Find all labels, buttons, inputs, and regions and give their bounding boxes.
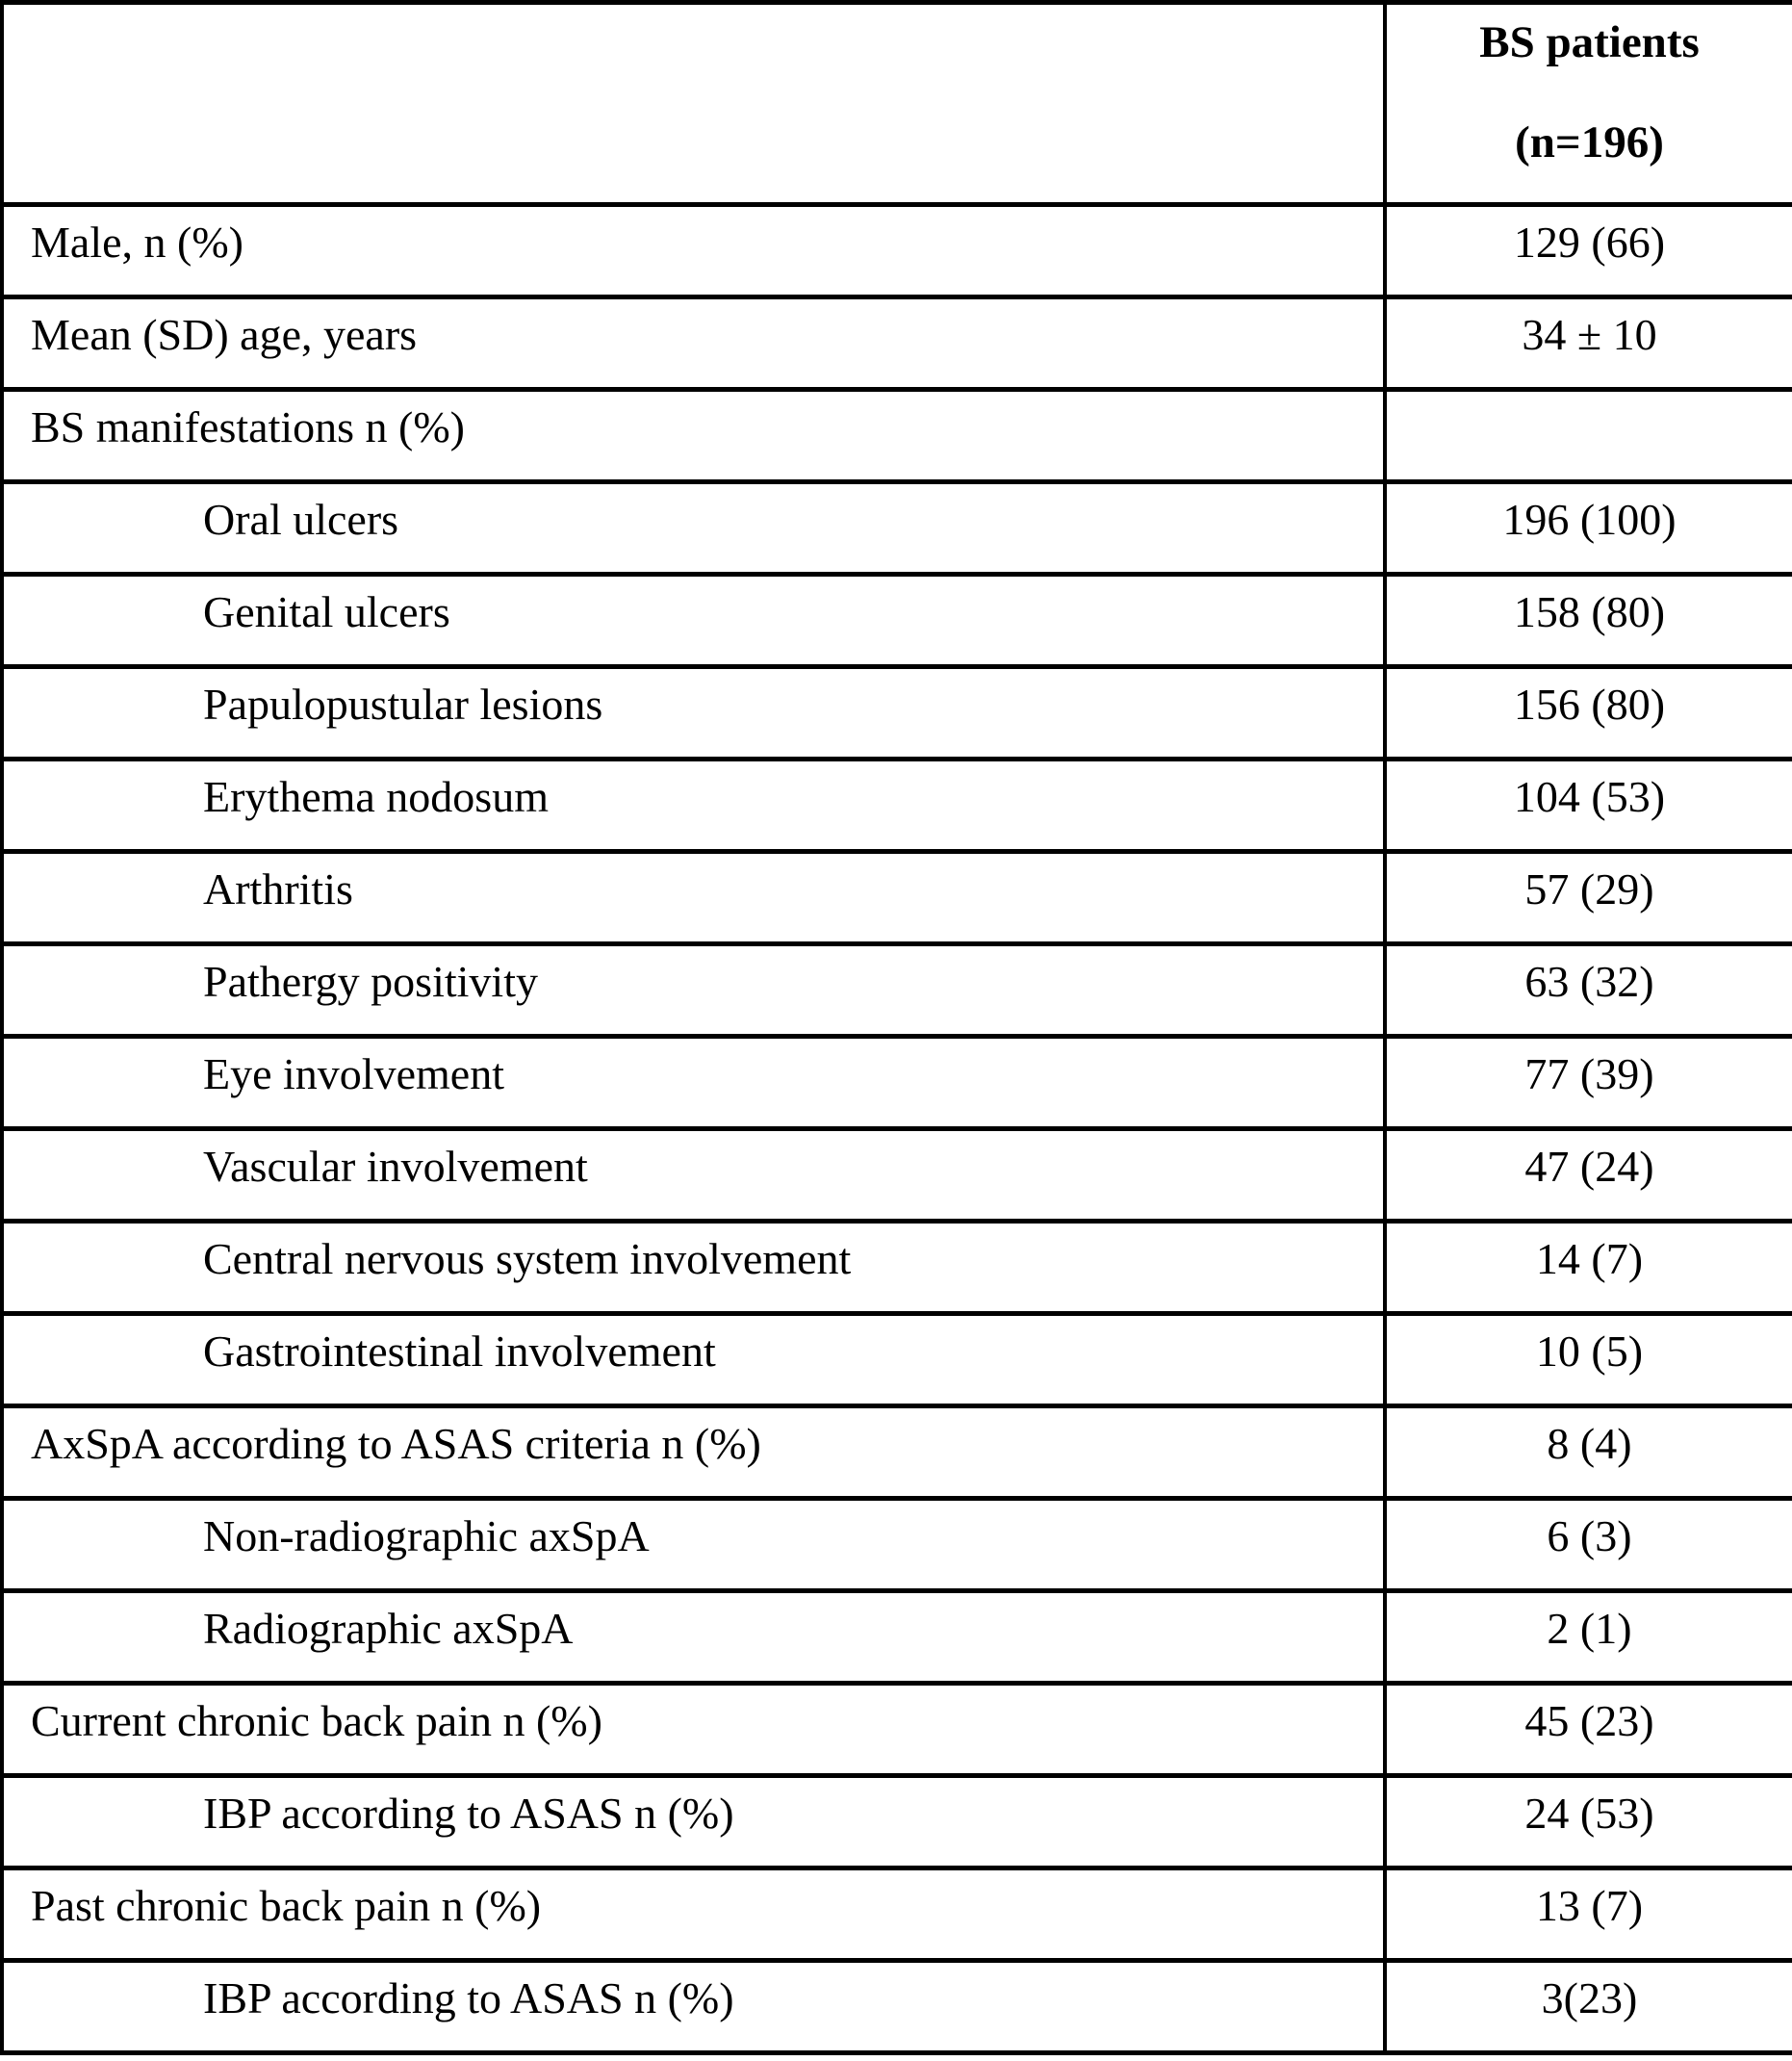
header-title-line1: BS patients — [1479, 17, 1700, 67]
table-row — [2, 944, 1792, 1037]
row-value: 2 (1) — [1385, 1591, 1792, 1684]
row-value: 158 (80) — [1385, 575, 1792, 667]
row-value: 34 ± 10 — [1385, 297, 1792, 390]
row-label: BS manifestations n (%) — [2, 390, 1385, 482]
row-label: Gastrointestinal involvement — [2, 1314, 1385, 1406]
table-row — [2, 1499, 1792, 1591]
table-row — [2, 1684, 1792, 1776]
row-value: 10 (5) — [1385, 1314, 1792, 1406]
table-body — [2, 205, 1792, 2053]
header-bs-patients-cell — [1385, 3, 1792, 205]
row-label: IBP according to ASAS n (%) — [2, 1776, 1385, 1868]
table-row — [2, 852, 1792, 944]
table-row — [2, 1961, 1792, 2053]
table-row — [2, 1591, 1792, 1684]
row-value: 63 (32) — [1385, 944, 1792, 1037]
row-value: 196 (100) — [1385, 482, 1792, 575]
row-label: Genital ulcers — [2, 575, 1385, 667]
row-label: Non-radiographic axSpA — [2, 1499, 1385, 1591]
table-row — [2, 297, 1792, 390]
row-label: IBP according to ASAS n (%) — [2, 1961, 1385, 2053]
row-value: 57 (29) — [1385, 852, 1792, 944]
row-label: Past chronic back pain n (%) — [2, 1868, 1385, 1961]
header-text-stack — [1387, 5, 1792, 167]
row-value — [1385, 390, 1792, 482]
row-value: 6 (3) — [1385, 1499, 1792, 1591]
row-value: 45 (23) — [1385, 1684, 1792, 1776]
row-label: Pathergy positivity — [2, 944, 1385, 1037]
row-label: Central nervous system involvement — [2, 1222, 1385, 1314]
row-value: 13 (7) — [1385, 1868, 1792, 1961]
table-row — [2, 760, 1792, 852]
table-row — [2, 1776, 1792, 1868]
table-row — [2, 1314, 1792, 1406]
row-value: 8 (4) — [1385, 1406, 1792, 1499]
table-row — [2, 482, 1792, 575]
row-label: Erythema nodosum — [2, 760, 1385, 852]
header-row — [2, 3, 1792, 205]
header-title-line2: (n=196) — [1515, 116, 1664, 167]
row-value: 14 (7) — [1385, 1222, 1792, 1314]
table-row — [2, 1868, 1792, 1961]
row-value: 129 (66) — [1385, 205, 1792, 297]
table-row — [2, 1037, 1792, 1129]
table-row — [2, 1222, 1792, 1314]
table-row — [2, 1129, 1792, 1222]
row-label: AxSpA according to ASAS criteria n (%) — [2, 1406, 1385, 1499]
row-value: 3(23) — [1385, 1961, 1792, 2053]
row-label: Eye involvement — [2, 1037, 1385, 1129]
row-label: Arthritis — [2, 852, 1385, 944]
table-row — [2, 205, 1792, 297]
row-value: 156 (80) — [1385, 667, 1792, 760]
row-label: Vascular involvement — [2, 1129, 1385, 1222]
row-label: Male, n (%) — [2, 205, 1385, 297]
row-label: Papulopustular lesions — [2, 667, 1385, 760]
row-label: Oral ulcers — [2, 482, 1385, 575]
row-value: 47 (24) — [1385, 1129, 1792, 1222]
row-value: 104 (53) — [1385, 760, 1792, 852]
table-row — [2, 390, 1792, 482]
row-value: 77 (39) — [1385, 1037, 1792, 1129]
table-row — [2, 1406, 1792, 1499]
row-value: 24 (53) — [1385, 1776, 1792, 1868]
row-label: Radiographic axSpA — [2, 1591, 1385, 1684]
row-label: Mean (SD) age, years — [2, 297, 1385, 390]
table-row — [2, 575, 1792, 667]
header-empty-cell — [2, 3, 1385, 205]
row-label: Current chronic back pain n (%) — [2, 1684, 1385, 1776]
table-row — [2, 667, 1792, 760]
